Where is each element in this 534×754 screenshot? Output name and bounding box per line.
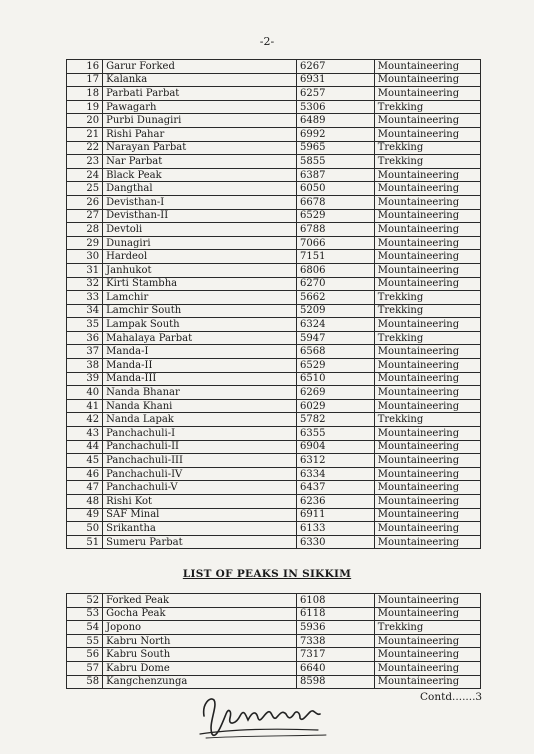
peak-name-cell: Forked Peak (103, 594, 297, 608)
signature-mark (196, 690, 346, 744)
table-row (67, 195, 481, 209)
activity-cell: Mountaineering (374, 73, 480, 87)
table-row (67, 209, 481, 223)
peak-name-cell: Narayan Parbat (103, 141, 297, 155)
activity-cell: Trekking (374, 291, 480, 305)
serial-number-cell: 17 (67, 73, 103, 87)
height-cell: 6330 (296, 535, 374, 549)
table-row (67, 427, 481, 441)
peak-name-cell: Dunagiri (103, 236, 297, 250)
height-cell: 6911 (296, 508, 374, 522)
table-row (67, 87, 481, 101)
peak-name-cell: Parbati Parbat (103, 87, 297, 101)
table-row (67, 495, 481, 509)
serial-number-cell: 28 (67, 223, 103, 237)
height-cell: 7338 (296, 634, 374, 648)
serial-number-cell: 23 (67, 155, 103, 169)
table-row (67, 155, 481, 169)
table-row (67, 114, 481, 128)
table-row (67, 100, 481, 114)
activity-cell: Mountaineering (374, 182, 480, 196)
height-cell: 6257 (296, 87, 374, 101)
activity-cell: Mountaineering (374, 372, 480, 386)
table-row (67, 634, 481, 648)
peak-name-cell: Panchachuli-II (103, 440, 297, 454)
serial-number-cell: 45 (67, 454, 103, 468)
serial-number-cell: 41 (67, 399, 103, 413)
peak-name-cell: Manda-I (103, 345, 297, 359)
height-cell: 7317 (296, 648, 374, 662)
activity-cell: Mountaineering (374, 60, 480, 74)
table-row (67, 223, 481, 237)
height-cell: 6312 (296, 454, 374, 468)
peak-name-cell: Lampak South (103, 318, 297, 332)
activity-cell: Mountaineering (374, 236, 480, 250)
activity-cell: Trekking (374, 413, 480, 427)
peak-name-cell: Janhukot (103, 263, 297, 277)
peak-name-cell: Lamchir (103, 291, 297, 305)
peaks-table-body (67, 60, 481, 549)
activity-cell: Trekking (374, 141, 480, 155)
table-row (67, 291, 481, 305)
height-cell: 5782 (296, 413, 374, 427)
table-row (67, 359, 481, 373)
table-row (67, 127, 481, 141)
serial-number-cell: 53 (67, 607, 103, 621)
height-cell: 6489 (296, 114, 374, 128)
serial-number-cell: 56 (67, 648, 103, 662)
peak-name-cell: Jopono (103, 621, 297, 635)
activity-cell: Mountaineering (374, 209, 480, 223)
height-cell: 6387 (296, 168, 374, 182)
peak-name-cell: Panchachuli-V (103, 481, 297, 495)
serial-number-cell: 26 (67, 195, 103, 209)
activity-cell: Mountaineering (374, 607, 480, 621)
serial-number-cell: 36 (67, 331, 103, 345)
table-row (67, 60, 481, 74)
peak-name-cell: Garur Forked (103, 60, 297, 74)
table-row (67, 73, 481, 87)
activity-cell: Mountaineering (374, 594, 480, 608)
height-cell: 6267 (296, 60, 374, 74)
serial-number-cell: 52 (67, 594, 103, 608)
activity-cell: Mountaineering (374, 399, 480, 413)
serial-number-cell: 54 (67, 621, 103, 635)
peak-name-cell: Devisthan-I (103, 195, 297, 209)
serial-number-cell: 34 (67, 304, 103, 318)
height-cell: 6050 (296, 182, 374, 196)
table-row (67, 168, 481, 182)
peak-name-cell: Hardeol (103, 250, 297, 264)
sikkim-peaks-table (66, 593, 481, 689)
height-cell: 6904 (296, 440, 374, 454)
peak-name-cell: Purbi Dunagiri (103, 114, 297, 128)
table-row (67, 141, 481, 155)
section-heading-sikkim: LIST OF PEAKS IN SIKKIM (182, 568, 352, 580)
activity-cell: Mountaineering (374, 427, 480, 441)
table-row (67, 508, 481, 522)
height-cell: 6269 (296, 386, 374, 400)
table-row (67, 675, 481, 689)
serial-number-cell: 38 (67, 359, 103, 373)
serial-number-cell: 40 (67, 386, 103, 400)
peaks-table (66, 59, 481, 549)
serial-number-cell: 46 (67, 467, 103, 481)
table-row (67, 481, 481, 495)
peak-name-cell: Black Peak (103, 168, 297, 182)
height-cell: 6236 (296, 495, 374, 509)
table-row (67, 182, 481, 196)
table-row (67, 236, 481, 250)
serial-number-cell: 57 (67, 661, 103, 675)
table-row (67, 467, 481, 481)
peak-name-cell: Nanda Khani (103, 399, 297, 413)
height-cell: 6931 (296, 73, 374, 87)
table-row (67, 318, 481, 332)
activity-cell: Mountaineering (374, 522, 480, 536)
peak-name-cell: Kirti Stambha (103, 277, 297, 291)
activity-cell: Mountaineering (374, 250, 480, 264)
activity-cell: Mountaineering (374, 440, 480, 454)
height-cell: 8598 (296, 675, 374, 689)
table-row (67, 263, 481, 277)
peak-name-cell: Kabru South (103, 648, 297, 662)
serial-number-cell: 47 (67, 481, 103, 495)
height-cell: 6568 (296, 345, 374, 359)
height-cell: 6640 (296, 661, 374, 675)
activity-cell: Trekking (374, 304, 480, 318)
table-row (67, 413, 481, 427)
table-row (67, 372, 481, 386)
peak-name-cell: Mahalaya Parbat (103, 331, 297, 345)
peak-name-cell: Kabru North (103, 634, 297, 648)
serial-number-cell: 20 (67, 114, 103, 128)
peak-name-cell: Kangchenzunga (103, 675, 297, 689)
activity-cell: Mountaineering (374, 634, 480, 648)
activity-cell: Mountaineering (374, 87, 480, 101)
activity-cell: Mountaineering (374, 114, 480, 128)
serial-number-cell: 39 (67, 372, 103, 386)
peak-name-cell: Rishi Kot (103, 495, 297, 509)
peak-name-cell: Nanda Bhanar (103, 386, 297, 400)
activity-cell: Mountaineering (374, 535, 480, 549)
table-row (67, 535, 481, 549)
height-cell: 6029 (296, 399, 374, 413)
peak-name-cell: Manda-II (103, 359, 297, 373)
height-cell: 6270 (296, 277, 374, 291)
serial-number-cell: 42 (67, 413, 103, 427)
table-row (67, 661, 481, 675)
activity-cell: Trekking (374, 100, 480, 114)
peak-name-cell: Srikantha (103, 522, 297, 536)
sikkim-peaks-table-body (67, 594, 481, 689)
table-row (67, 522, 481, 536)
height-cell: 6529 (296, 209, 374, 223)
serial-number-cell: 58 (67, 675, 103, 689)
activity-cell: Mountaineering (374, 495, 480, 509)
height-cell: 6529 (296, 359, 374, 373)
serial-number-cell: 16 (67, 60, 103, 74)
height-cell: 6510 (296, 372, 374, 386)
activity-cell: Trekking (374, 331, 480, 345)
activity-cell: Mountaineering (374, 318, 480, 332)
activity-cell: Mountaineering (374, 345, 480, 359)
height-cell: 6992 (296, 127, 374, 141)
activity-cell: Mountaineering (374, 386, 480, 400)
activity-cell: Mountaineering (374, 127, 480, 141)
activity-cell: Mountaineering (374, 263, 480, 277)
height-cell: 6355 (296, 427, 374, 441)
table-row (67, 648, 481, 662)
height-cell: 5662 (296, 291, 374, 305)
table-row (67, 277, 481, 291)
height-cell: 6678 (296, 195, 374, 209)
activity-cell: Mountaineering (374, 675, 480, 689)
height-cell: 5855 (296, 155, 374, 169)
peak-name-cell: Sumeru Parbat (103, 535, 297, 549)
height-cell: 6788 (296, 223, 374, 237)
height-cell: 6133 (296, 522, 374, 536)
height-cell: 7066 (296, 236, 374, 250)
serial-number-cell: 18 (67, 87, 103, 101)
table-row (67, 594, 481, 608)
peak-name-cell: Gocha Peak (103, 607, 297, 621)
height-cell: 6334 (296, 467, 374, 481)
peak-name-cell: Pawagarh (103, 100, 297, 114)
height-cell: 5209 (296, 304, 374, 318)
height-cell: 7151 (296, 250, 374, 264)
peak-name-cell: Nar Parbat (103, 155, 297, 169)
serial-number-cell: 33 (67, 291, 103, 305)
table-row (67, 345, 481, 359)
peak-name-cell: Panchachuli-I (103, 427, 297, 441)
height-cell: 5947 (296, 331, 374, 345)
serial-number-cell: 44 (67, 440, 103, 454)
peak-name-cell: Rishi Pahar (103, 127, 297, 141)
activity-cell: Mountaineering (374, 481, 480, 495)
serial-number-cell: 19 (67, 100, 103, 114)
table-row (67, 386, 481, 400)
activity-cell: Mountaineering (374, 168, 480, 182)
height-cell: 6118 (296, 607, 374, 621)
height-cell: 6806 (296, 263, 374, 277)
height-cell: 5965 (296, 141, 374, 155)
table-row (67, 607, 481, 621)
serial-number-cell: 55 (67, 634, 103, 648)
activity-cell: Trekking (374, 155, 480, 169)
height-cell: 6437 (296, 481, 374, 495)
serial-number-cell: 31 (67, 263, 103, 277)
height-cell: 5936 (296, 621, 374, 635)
height-cell: 5306 (296, 100, 374, 114)
activity-cell: Mountaineering (374, 648, 480, 662)
serial-number-cell: 27 (67, 209, 103, 223)
peak-name-cell: Panchachuli-IV (103, 467, 297, 481)
serial-number-cell: 48 (67, 495, 103, 509)
serial-number-cell: 30 (67, 250, 103, 264)
activity-cell: Mountaineering (374, 508, 480, 522)
serial-number-cell: 25 (67, 182, 103, 196)
height-cell: 6324 (296, 318, 374, 332)
serial-number-cell: 51 (67, 535, 103, 549)
serial-number-cell: 50 (67, 522, 103, 536)
continued-label: Contd.......3 (420, 691, 483, 703)
activity-cell: Mountaineering (374, 467, 480, 481)
peak-name-cell: Devisthan-II (103, 209, 297, 223)
activity-cell: Mountaineering (374, 359, 480, 373)
serial-number-cell: 37 (67, 345, 103, 359)
table-row (67, 399, 481, 413)
activity-cell: Mountaineering (374, 661, 480, 675)
activity-cell: Trekking (374, 621, 480, 635)
table-row (67, 454, 481, 468)
peak-name-cell: Manda-III (103, 372, 297, 386)
serial-number-cell: 21 (67, 127, 103, 141)
activity-cell: Mountaineering (374, 277, 480, 291)
peak-name-cell: Panchachuli-III (103, 454, 297, 468)
activity-cell: Mountaineering (374, 223, 480, 237)
height-cell: 6108 (296, 594, 374, 608)
peak-name-cell: Kalanka (103, 73, 297, 87)
serial-number-cell: 35 (67, 318, 103, 332)
peak-name-cell: SAF Minal (103, 508, 297, 522)
peak-name-cell: Nanda Lapak (103, 413, 297, 427)
table-row (67, 331, 481, 345)
serial-number-cell: 29 (67, 236, 103, 250)
table-row (67, 440, 481, 454)
table-row (67, 304, 481, 318)
serial-number-cell: 22 (67, 141, 103, 155)
serial-number-cell: 32 (67, 277, 103, 291)
peak-name-cell: Lamchir South (103, 304, 297, 318)
serial-number-cell: 49 (67, 508, 103, 522)
peak-name-cell: Dangthal (103, 182, 297, 196)
table-row (67, 621, 481, 635)
activity-cell: Mountaineering (374, 454, 480, 468)
peak-name-cell: Kabru Dome (103, 661, 297, 675)
serial-number-cell: 43 (67, 427, 103, 441)
table-row (67, 250, 481, 264)
peak-name-cell: Devtoli (103, 223, 297, 237)
activity-cell: Mountaineering (374, 195, 480, 209)
page-number: -2- (259, 35, 275, 48)
serial-number-cell: 24 (67, 168, 103, 182)
